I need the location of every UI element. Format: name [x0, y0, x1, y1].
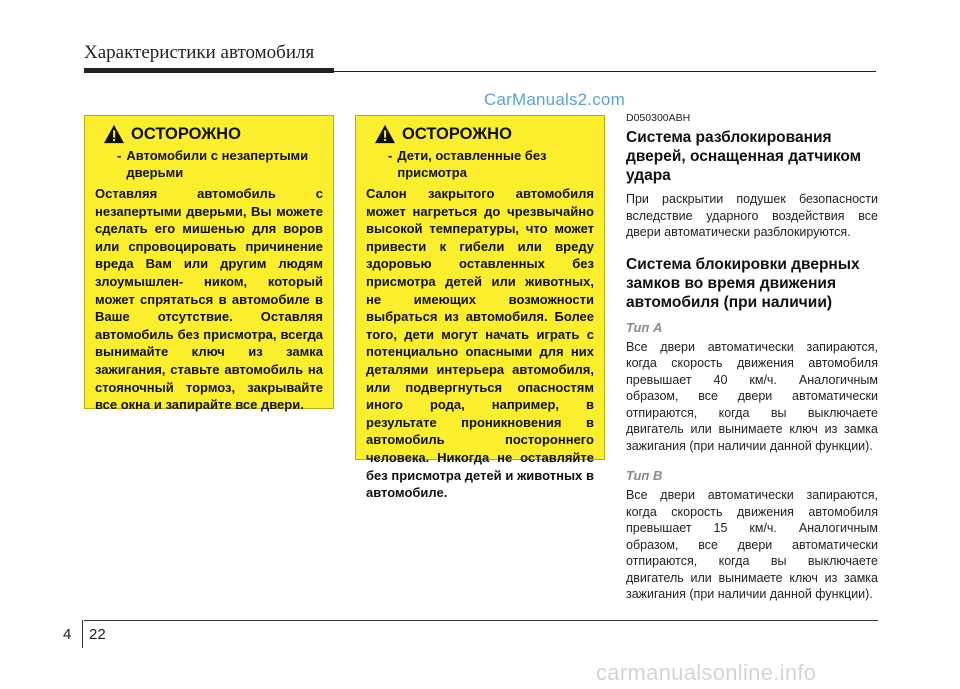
warning-body: Салон закрытого автомобиля может нагреться до чрезвычайно высокой температуры, что может привести к гибели или вреду здоровью оставленных без присмотра детей или животных, не имеющих возможности выбраться из автомобиля. Более того, дети могут начать играть с потенциально опасными для них деталями интерьера автомобиля, или подвергнуться опасностям иного рода, например, в результате проникновения в автомобиль постороннего человека. Никогда не оставляйте без присмотра детей и животных в автомобиле. [366, 186, 594, 501]
warning-subtitle: Дети, оставленные без присмотра [397, 148, 547, 180]
subtitle-dash: - [117, 148, 122, 163]
warning-subtitle-row [117, 147, 323, 181]
warning-triangle-icon [374, 124, 396, 144]
section-title-crash-unlock: Система разблокирования дверей, оснащенная датчиком удара [626, 129, 862, 184]
right-column [626, 112, 878, 603]
warning-header [374, 124, 594, 144]
chapter-number: 4 [63, 626, 72, 643]
section-code: D050300ABH [626, 112, 691, 124]
warning-header [103, 124, 323, 144]
subtitle-dash: - [388, 148, 393, 163]
watermark-carmanuals2[interactable]: CarManuals2.com [484, 90, 625, 109]
section-title-speed-lock: Система блокировки дверных замков во время движения автомобиля (при наличии) [626, 255, 860, 311]
watermark-carmanualsonline[interactable]: carmanualsonline.info [596, 660, 817, 685]
warning-title: ОСТОРОЖНО [131, 124, 241, 143]
warning-box-unlocked-doors [84, 115, 334, 413]
warning-triangle-icon [103, 124, 125, 144]
type-a-label: Тип А [626, 319, 663, 335]
type-b-label: Тип В [626, 468, 663, 483]
section-text-crash-unlock: При раскрытии подушек безопасности вследствие ударного воздействия все двери автоматически разблокируются. [626, 192, 878, 239]
header-rule-thick [84, 68, 334, 73]
page-number: 22 [89, 626, 106, 643]
page-header-title: Характеристики автомобиля [84, 42, 315, 63]
warning-subtitle-row [388, 147, 594, 181]
warning-subtitle: Автомобили с незапертыми дверьми [126, 148, 309, 180]
type-b-text: Все двери автоматически запираются, когда скорость движения автомобиля превышает 15 км/ч. Аналогичным образом, все двери автоматически отпираются, когда вы выключаете двигатель или вынимаете ключ из замка зажигания (при наличии данной функции). [626, 488, 878, 601]
warning-box-children-unattended [355, 115, 605, 501]
warning-body: Оставляя автомобиль с незапертыми дверьми, Вы можете сделать его мишенью для воров или спровоцировать причинение вреда Вам или другим людям злоумышлен- ником, который может спрятаться в автомобиле в Ваше отсутствие. Оставляя автомобиль без присмотра, всегда вынимайте ключ из замка зажигания, ставьте автомобиль на стояночный тормоз, закрывайте все окна и запирайте все двери. [95, 186, 323, 413]
footer-rule [84, 620, 878, 621]
warning-title: ОСТОРОЖНО [402, 124, 512, 143]
header-rule-thin [334, 71, 876, 72]
type-a-text: Все двери автоматически запираются, когда скорость движения автомобиля превышает 40 км/ч. Аналогичным образом, все двери автоматически отпираются, когда вы выключаете двигатель или вынимаете ключ из замка зажигания (при наличии данной функции). [626, 339, 878, 453]
footer-divider [82, 620, 83, 648]
